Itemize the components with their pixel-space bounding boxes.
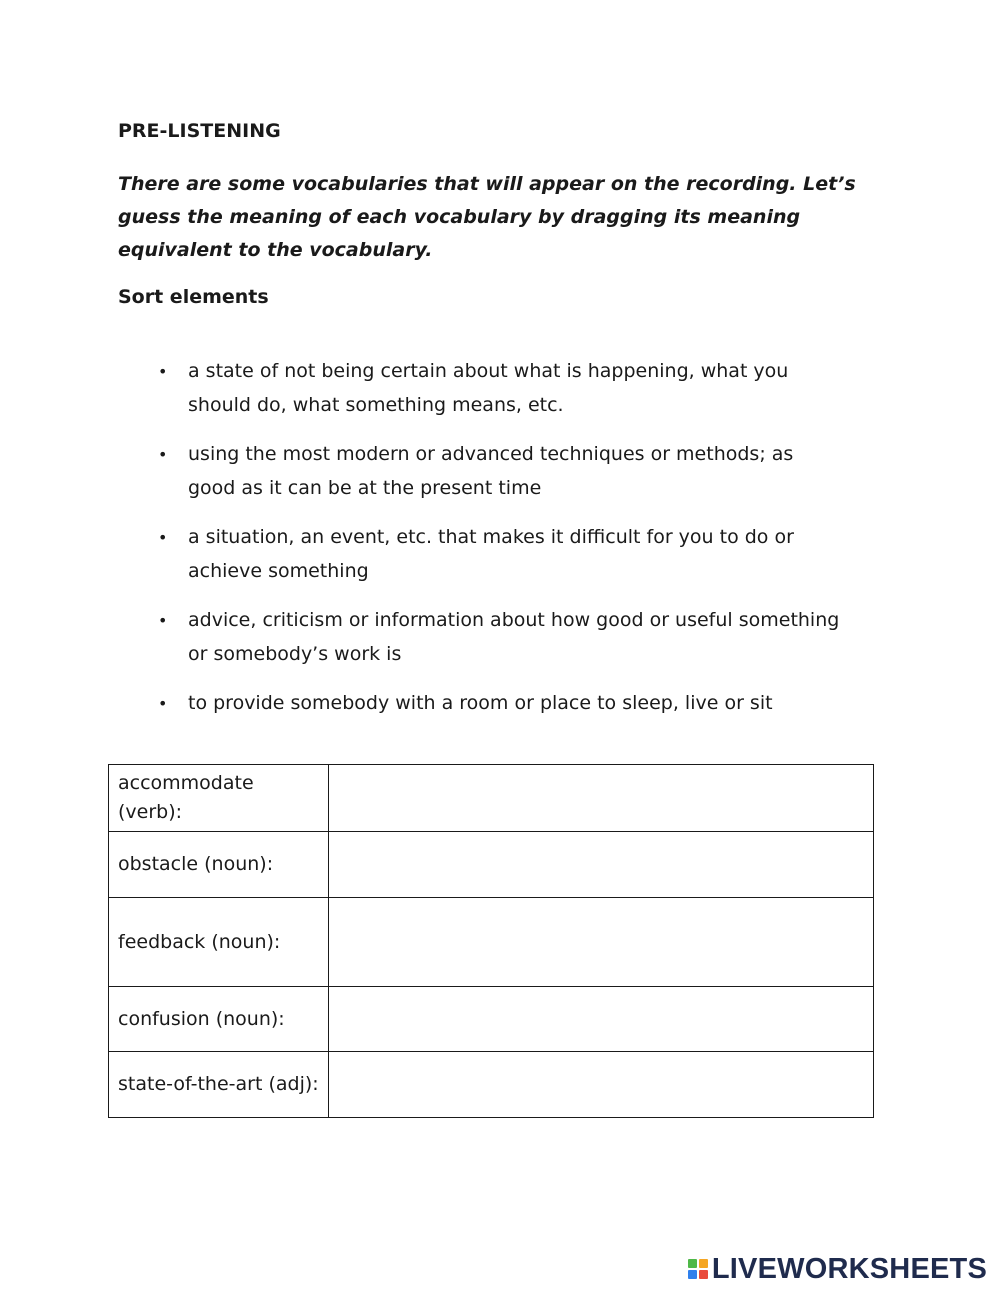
vocabulary-term: obstacle (noun): (109, 832, 329, 898)
answer-drop-zone[interactable] (329, 987, 874, 1052)
draggable-definition-5[interactable] (150, 687, 840, 721)
logo-square-green (688, 1259, 697, 1268)
vocabulary-term: accommodate (verb): (109, 765, 329, 832)
table-row (109, 832, 874, 898)
vocabulary-term: state-of-the-art (adj): (109, 1052, 329, 1118)
definition-text: to provide somebody with a room or place to sleep, live or sit (188, 692, 773, 714)
bullet-icon: • (158, 611, 168, 630)
bullet-icon: • (158, 528, 168, 547)
answer-drop-zone[interactable] (329, 832, 874, 898)
definition-text: advice, criticism or information about how good or useful something or somebody’s work is (188, 609, 840, 665)
answer-drop-zone[interactable] (329, 1052, 874, 1118)
draggable-definition-2[interactable] (150, 438, 840, 505)
sort-elements-heading: Sort elements (118, 286, 269, 308)
draggable-definition-4[interactable] (150, 604, 840, 671)
logo-square-orange (699, 1259, 708, 1268)
liveworksheets-logo[interactable] (688, 1254, 987, 1284)
table-row (109, 765, 874, 832)
draggable-definition-3[interactable] (150, 521, 840, 588)
answer-drop-zone[interactable] (329, 765, 874, 832)
table-row (109, 987, 874, 1052)
section-title: PRE-LISTENING (118, 120, 281, 142)
bullet-icon: • (158, 694, 168, 713)
bullet-icon: • (158, 445, 168, 464)
logo-text: LIVEWORKSHEETS (711, 1252, 987, 1285)
definition-text: using the most modern or advanced techniques or methods; as good as it can be at the present time (188, 443, 794, 499)
logo-square-blue (688, 1270, 697, 1279)
answer-drop-zone[interactable] (329, 898, 874, 987)
vocabulary-term: confusion (noun): (109, 987, 329, 1052)
liveworksheets-logo-icon (688, 1259, 708, 1279)
definition-text: a state of not being certain about what is happening, what you should do, what something means, etc. (188, 360, 789, 416)
sort-elements-list (150, 355, 840, 737)
vocabulary-table (108, 764, 874, 1118)
logo-square-red (699, 1270, 708, 1279)
vocabulary-term: feedback (noun): (109, 898, 329, 987)
instructions: There are some vocabularies that will appear on the recording. Let’s guess the meaning of each vocabulary by dragging its meaning equivalent to the vocabulary. (118, 173, 856, 261)
table-row (109, 1052, 874, 1118)
draggable-definition-1[interactable] (150, 355, 840, 422)
table-row (109, 898, 874, 987)
bullet-icon: • (158, 362, 168, 381)
definition-text: a situation, an event, etc. that makes it difficult for you to do or achieve something (188, 526, 794, 582)
